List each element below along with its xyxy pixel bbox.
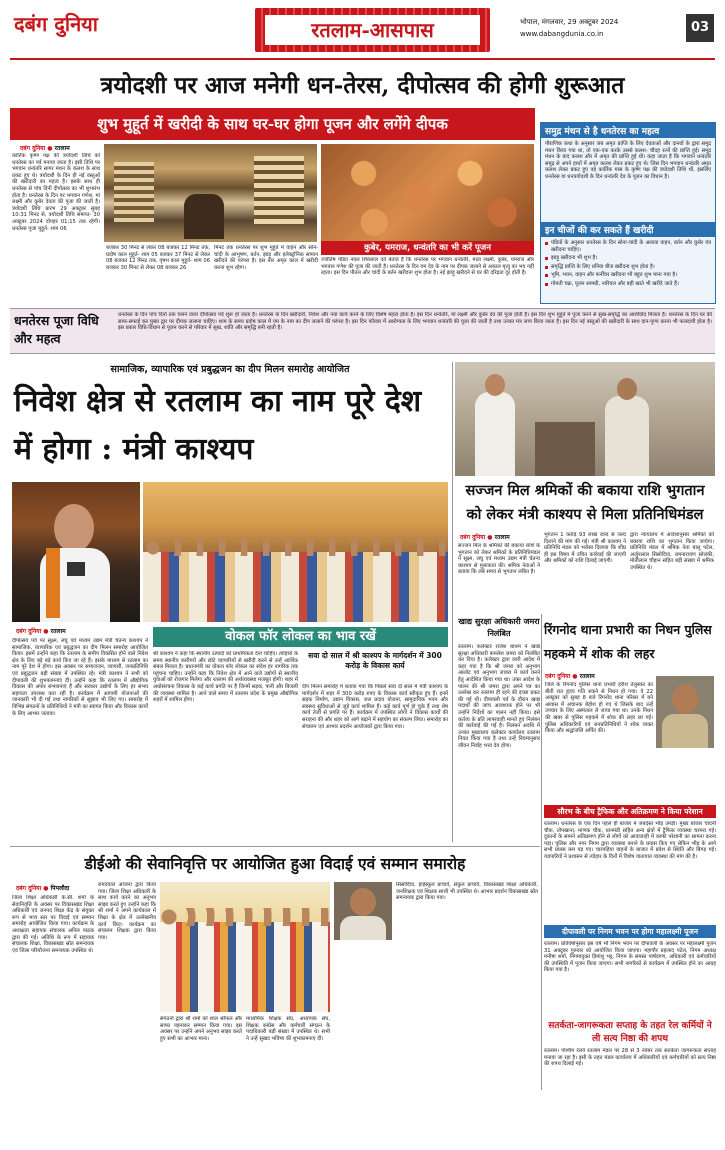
deepawali-title: दीपावली पर निगम भवन पर होगा महालक्ष्मी पूजन: [544, 925, 716, 938]
list-item: गोमती चक्र, पूजन सामग्री, नारियल और बही खाते भी खरीदे जाते हैं।: [545, 281, 711, 288]
deo-text-col2: रामदयाल आंजना द्वारा किया गया। जिला शिक्षा अधिकारी के साथ कार्य करने का अनुभव साझा करते हुए उन्होंने कहा कि श्री शर्मा ने अपने कार्यकाल में शिक्षा के क्षेत्र में उल्लेखनीय कार्य किए। कार्यक्रम का संचालन शिक्षक द्वारा किया गया।: [98, 882, 156, 941]
location-dot-icon: ●: [572, 673, 578, 680]
sajjan-headline: सज्जन मिल श्रमिकों की बकाया राशि भुगतान को लेकर मंत्री काश्यप से मिला प्रतिनिधिमंडल: [465, 482, 705, 523]
website[interactable]: www.dabangdunia.co.in: [520, 30, 604, 38]
khadya-text: रतलाम। कलेक्टर राजेश बाथम ने खाद्य सुरक्षा अधिकारी कमलेश जमरा को निलंबित कर दिया है। कलेक्टर द्वारा जारी आदेश में कहा गया है कि श्री जमरा को अनुभाग आलोट एवं अनुभाग जावरा में कार्य करने हेतु आदेशित किया गया था। उक्त आदेश के पालन की श्री जमरा द्वारा अपने पत्र का उल्लेख कर रतलाम ही रहने की इच्छा प्रकट की गई थी। दीपावली पर्व के दौरान खाद्य पदार्थों की जांच आवश्यक होने पर भी उन्होंने निर्देशों का पालन नहीं किया। इसे कर्तव्य के प्रति लापरवाही मानते हुए निलंबन की कार्रवाई की गई है। निलंबन अवधि में उनका मुख्यालय कलेक्टर कार्यालय रतलाम नियत किया गया है तथा उन्हें नियमानुसार जीवन निर्वाह भत्ता देय होगा।: [458, 644, 540, 749]
sajjan-text-col1: सज्जन मिल के श्रमिकों की बकाया राशि के भुगतान को लेकर श्रमिकों के प्रतिनिधिमंडल ने सूक्ष्म, लघु एवं मध्यम उद्यम मंत्री चेतन्य काश्यप से मुलाकात की। श्रमिक नेताओं ने बताया कि लंबे समय से भुगतान लंबित है।: [458, 543, 540, 576]
list-item: समृद्धि प्राप्ति के लिए धनिया बीज खरीदना शुभ होता है।: [545, 264, 711, 271]
minister-photo: [12, 482, 140, 622]
logo: दबंग दुनिया: [14, 12, 98, 36]
deo-byline: दबंग दुनिया ● पिपलौदा: [16, 885, 70, 892]
traffic-title: सौरभ के बीच ट्रैफिक और अतिक्रमण ने किया परेशान: [544, 805, 716, 818]
things-list: [541, 237, 715, 309]
caption-text: ज्योतिष पंडित नवल शिवलाल दवे बताते हैं कि धनतेरस पर भगवान धन्वंतरि, माता लक्ष्मी, कुबेर, यमराज और भगवान गणेश की पूजा की जाती है। धनतेरस के दिन यम देव के नाम पर दीपक जलाने से अकाल मृत्यु का भय नहीं रहता। इस दिन पीतल और चांदी के बर्तन खरीदना शुभ होता है। नई झाड़ू खरीदने से घर की दरिद्रता दूर होती है।: [321, 257, 534, 277]
lead-text-col2: बजकर 30 मिनट से लेकर 08 बजकर 12 मिनट तक, प्रदोष काल मुहूर्त- शाम 05 बजकर 37 मिनट से लेकर 08 बजकर 12 मिनट तक, वृषभ काल मुहूर्त- शाम 06 बजकर 30 मिनट से लेकर 08 बजकर 26: [106, 245, 210, 271]
kashyap-byline: दबंग दुनिया ● रतलाम: [16, 628, 66, 635]
farewell-photo: [160, 882, 330, 1012]
officer-portrait: [334, 882, 392, 940]
audience-photo: [143, 482, 448, 622]
section-divider: [10, 846, 540, 847]
traffic-text: रतलाम। धनतेरस के एक दिन पहले ही बाजार में जबर्दस्त भीड़ उमड़ी। मुख्य बाजार चांदनी चौक, तोपखाना, माणक चौक, धानमंडी सहित अन्य क्षेत्रों में ट्रैफिक व्यवस्था चरमरा गई। दुकानों के सामने अतिक्रमण होने से लोगों को आवाजाही में काफी परेशानी का सामना करना पड़ा। पुलिस और नगर निगम द्वारा व्यवस्था बनाने के प्रयास किए गए लेकिन भीड़ के आगे सभी प्रयास कम पड़ गए। चारपहिया वाहनों के बाजार में प्रवेश से स्थिति और बिगड़ गई। व्यापारियों ने प्रशासन से त्योहार के दिनों में विशेष यातायात व्यवस्था की मांग की है।: [544, 821, 716, 860]
ringnod-headline: रिंगनोद थाना प्रभारी का निधन पुलिस महकमे में शोक की लहर: [544, 622, 712, 661]
list-item: झाड़ू खरीदना भी शुभ है।: [545, 255, 711, 262]
section-title: रतलाम-आसपास: [265, 15, 480, 45]
page-number: 03: [686, 14, 714, 42]
khadya-title: खाद्य सुरक्षा अधिकारी जमरा निलंबित: [458, 617, 540, 638]
diya-photo: [321, 144, 534, 242]
satarkata-text: रतलाम। पश्चिम रेलवे रतलाम मंडल पर 28 से 3 नवंबर तक सतर्कता जागरूकता सप्ताह मनाया जा रहा है। इसी के तहत मंडल कार्यालय में अधिकारियों एवं कर्मचारियों को सत्य निष्ठा की शपथ दिलाई गई।: [544, 1048, 716, 1068]
location-dot-icon: ●: [43, 885, 49, 892]
shop-photo: [104, 144, 317, 242]
masthead-rule: [10, 58, 715, 60]
lead-text-col1: कार्तिक कृष्ण पक्ष की त्रयोदशी तिथि को धनतेरस का पर्व मनाया जाता है। इसी तिथि पर भगवान धन्वंतरि सागर मंथन के कलश के साथ प्रकट हुए थे। त्रयोदशी के दिन ही नई वस्तुओं की खरीदारी का महत्व है। इसके साथ ही धनतेरस से पांच दिनी दीपोत्सव का भी शुभारंभ होता है। धनतेरस के दिन पर भगवान गणेश, मां लक्ष्मी और कुबेर देवता की पूजा की जाती है। त्रयोदशी तिथि प्रारंभ 29 अक्टूबर सुबह 10:31 मिनट से, त्रयोदशी तिथि समाप्त- 30 अक्टूबर 2024 दोपहर 01:15 तक रहेगी। धनतेरस पूजा मुहूर्त- शाम 06: [12, 153, 100, 232]
masthead: [0, 0, 725, 66]
sajjan-text-col3: द्वारा न्यायालय में आदेशानुसार श्रमिकों को बकाया राशि का भुगतान किया जायेगा। प्रतिनिधि मंडल में श्रमिक नेता बालू पटेल, अर्जुनलाल सिसोदिया, रामनारायण सोलंकी, मोतीलाल चौहान सहित बड़ी संख्या में श्रमिक उपस्थित थे।: [630, 532, 714, 571]
deo-text-col4: माध्यमिक शिक्षक संघ, अध्यापक संघ, शिक्षक कांग्रेस और कर्मचारी संगठन के पदाधिकारी बड़ी संख्या में उपस्थित थे। सभी ने उन्हें सुखद भविष्य की शुभकामनाएं दीं।: [246, 1016, 330, 1042]
photo-caption: कुबेर, यमराज, धन्वंतरि का भी करें पूजन: [321, 241, 534, 255]
location-dot-icon: ●: [43, 628, 49, 635]
deo-text-col1: जिला शिक्षा अधिकारी के.सी. शर्मा के सेवानिवृत्ति के अवसर पर विकासखंड शिक्षा अधिकारी एवं जनपद शिक्षा केंद्र के संयुक्त रूप से भव्य स्तर पर विदाई एवं सम्मान समारोह आयोजित किया गया। कार्यक्रम के अध्यक्षता सहायक संचालक अनिल पाठक द्वारा की गई। अतिथि के रूप में सहायक संचालक शिक्षा, विकासखंड स्रोत समन्वयक एवं जिला परियोजना समन्वयक उपस्थित थे।: [12, 895, 94, 954]
column-divider: [541, 614, 542, 1090]
column-divider: [452, 362, 453, 842]
kashyap-text-col3: दीप मिलन समारोह में बताया गया कि पिछले सवा दो साल में मंत्री काश्यप के मार्गदर्शन में शहर में 300 करोड़ रुपए के विकास कार्य स्वीकृत हुए हैं। इनमें सड़क निर्माण, उद्यान विकास, जल प्रदाय योजना, सामुदायिक भवन और स्वास्थ्य सुविधाओं से जुड़े कार्य शामिल हैं। कई कार्य पूर्ण हो चुके हैं तथा शेष कार्य तेजी से प्रगति पर हैं। कार्यक्रम में उपस्थित लोगों ने विकास कार्यों की सराहना की और शहर को आगे बढ़ाने में सहयोग का संकल्प लिया। समारोह का संचालन एवं आभार प्रदर्शन आयोजकों द्वारा किया गया।: [302, 684, 448, 730]
lead-headline: त्रयोदशी पर आज मनेगी धन-तेरस, दीपोत्सव की होगी शुरूआत: [100, 72, 625, 99]
satarkata-title: सतर्कता-जागरूकता सप्ताह के तहत रेल कर्मियों ने ली सत्य निष्ठा की शपथ: [548, 1021, 712, 1044]
sajjan-text-col2: भुगतान 1 करोड़ 93 लाख जल्द से जल्द दिलाने की मांग की गई। मंत्री श्री काश्यप ने प्रतिनिधि मंडल को भरोसा दिलाया कि शीघ्र ही इस विषय में उचित कार्रवाई की जाएगी और श्रमिकों को राशि दिलाई जाएगी।: [544, 532, 626, 565]
ringnod-text: जिले के रिंगनोद पुलिस थाना प्रभारी हरीश तेलुस्कर का बीती रात हृदय गति रुकने से निधन हो गया। वे 22 अक्टूबर को सुबह 8 बजे रिंगनोद थाना परिसर में बने आवास में अचानक बेहोश हो गए थे जिसके बाद उन्हें उपचार के लिए अस्पताल ले जाया गया था। उनके निधन की खबर से पुलिस महकमे में शोक की लहर छा गई। पुलिस अधिकारियों एवं जनप्रतिनिधियों ने शोक व्यक्त किया और श्रद्धांजलि अर्पित की।: [545, 682, 653, 735]
vocal-banner: वोकल फॉर लोकल का भाव रखें: [153, 627, 448, 647]
vidhi-title: धनतेरस पूजा विधि और महत्व: [14, 313, 99, 346]
sajjan-byline: दबंग दुनिया ● रतलाम: [460, 534, 510, 541]
deo-text-col5: सिसोदिया, हाईस्कूल प्राचार्य, संकुल प्राचार्य, विकासखंड शिक्षा अधिकारी, जनशिक्षक एवं शिक्षक साथी भी उपस्थित थे। आभार प्रदर्शन विकासखंड स्रोत समन्वयक द्वारा किया गया।: [396, 882, 538, 902]
samudra-box: [540, 122, 716, 304]
ringnod-byline: दबंग दुनिया ● रतलाम: [545, 673, 595, 680]
kashyap-text-col2: श्री काश्यप ने कहा कि स्थानीय उत्पादों को प्राथमिकता देना चाहिए। त्योहारों के समय स्थानीय कारीगरों और छोटे व्यापारियों से खरीदी करने से उन्हें आर्थिक संबल मिलता है। प्रधानमंत्री का वोकल फॉर लोकल का संदेश हर नागरिक तक पहुंचना चाहिए। उन्होंने कहा कि निवेश क्षेत्र में आने वाले उद्योगों से स्थानीय युवाओं को रोजगार मिलेगा और रतलाम की अर्थव्यवस्था मजबूत होगी। शहर में अधोसंरचना विकास के कई कार्य प्रगति पर हैं जिनमें सड़क, पानी और बिजली की व्यवस्था शामिल है। आने वाले समय में रतलाम प्रदेश के प्रमुख औद्योगिक शहरों में शामिल होगा।: [153, 651, 298, 704]
samudra-title: समुद्र मंथन से है धनतेरस का महत्व: [541, 123, 715, 138]
kashyap-headline: निवेश क्षेत्र से रतलाम का नाम पूरे देश में होगा : मंत्री काश्यप: [14, 384, 422, 467]
kashyap-subhead: सवा दो साल में श्री काश्यप के मार्गदर्शन में 300 करोड़ के विकास कार्य: [308, 651, 442, 670]
lead-byline: दबंग दुनिया ● रतलाम: [20, 145, 70, 152]
officer-photo: [656, 676, 714, 748]
location-dot-icon: ●: [47, 145, 53, 152]
issue-date: भोपाल, मंगलवार, 29 अक्टूबर 2024: [520, 18, 619, 26]
list-item: पंडितों के अनुसार धनतेरस के दिन सोना-चांदी के अलावा वाहन, बर्तन और कुबेर यंत्र खरीदना चाहिए।: [545, 240, 711, 253]
samudra-text: पौराणिक कथा के अनुसार जब अमृत प्राप्ति के लिए देवताओं और दानवों के द्वारा समुद्र मंथन किया गया था, तो एक-एक करके उससे कलश- चौदह रत्नों की प्राप्ति हुई। समुद्र मंथन के बाद कलश और में अमृत की प्राप्ति हुई थी। कहा जाता है कि भगवान धन्वंतरि समुद्र से अपने हाथों में अमृत कलश लेकर प्रकट हुए थे। जिस दिन भगवान धन्वंतरि अमृत कलश लेकर प्रकट हुए वह कार्तिक मास के कृष्ण पक्ष की त्रयोदशी तिथि थी, इसलिए धनतेरस या धनत्रयोदशी के दिन धन्वंतरि देव के पूजन का विधान है।: [545, 141, 711, 180]
deo-headline: डीईओ की सेवानिवृत्ति पर आयोजित हुआ विदाई एवं सम्मान समारोह: [84, 854, 466, 873]
kashyap-kicker: सामाजिक, व्यापारिक एवं प्रबुद्धजन का दीप मिलन समारोह आयोजित: [110, 364, 350, 375]
lead-text-col3: मिनट तक धनतेरस पर शुभ मुहूर्त में वाहन और सोने-चांदी के आभूषण, बर्तन, झाड़ू और इलेक्ट्रॉनिक सामान खरीदने की परंपरा है। इस बार अमृत काल में खरीदी करना शुभ रहेगा।: [214, 245, 318, 271]
kashyap-text-col1: दीपोत्सव पर्व पर सूक्ष्म, लघु एवं मध्यम उद्यम मंत्री चेतन्य काश्यप ने सामाजिक, व्यापारिक एवं प्रबुद्धजन का दीप मिलन समारोह आयोजित किया। इसमें उन्होंने कहा कि रतलाम के समीप विकसित होने वाले निवेश क्षेत्र के लिए बड़े बड़े कार्य किए जा रहे हैं। इसके माध्यम से रतलाम का नाम पूरे देश में होगा। इस अवसर पर समाजजन, व्यापारी, जनप्रतिनिधि एवं प्रबुद्धजन बड़ी संख्या में उपस्थित रहे। मंत्री काश्यप ने सभी को दीपावली की शुभकामनाएं दीं। उन्होंने कहा कि रतलाम में औद्योगिक विकास की अपार संभावनाएं हैं और सरकार उद्योगों के लिए हर संभव सहायता उपलब्ध करा रही है। कार्यक्रम में आगामी योजनाओं की जानकारी भी दी गई तथा नागरिकों से सुझाव भी लिए गए। समारोह में विभिन्न संगठनों के प्रतिनिधियों ने मंत्री का स्वागत किया और विकास कार्यों के लिए आभार जताया।: [12, 638, 148, 717]
lead-deck: शुभ मुहूर्त में खरीदी के साथ घर-घर होगा पूजन और लगेंगे दीपक: [97, 115, 448, 133]
deepawali-text: रतलाम। प्रतिवर्षानुसार इस वर्ष भी निगम भवन पर दीपावली के अवसर पर महालक्ष्मी पूजन 31 अक्टूबर गुरुवार को आयोजित किया जाएगा। महापौर प्रहलाद पटेल, निगम अध्यक्ष मनीषा शर्मा, निगमायुक्त हिमांशु भट्ट, निगम के समस्त पार्षदगण, अधिकारी एवं कर्मचारियों की उपस्थिति में पूजन किया जाएगा। सभी नागरिकों से कार्यक्रम में उपस्थित होने का आग्रह किया गया है।: [544, 941, 716, 974]
deo-text-col3: संगठनों द्वारा श्री शर्मा को शाल श्रीफल और साफा पहनाकर सम्मान किया गया। इस अवसर पर उन्होंने अपने अनुभव साझा करते हुए सभी का आभार माना।: [160, 1016, 242, 1042]
sajjan-photo: [455, 362, 715, 476]
location-dot-icon: ●: [487, 534, 493, 541]
things-title: इन चीजों की कर सकते हैं खरीदी: [541, 222, 715, 237]
list-item: भूमि, भवन, वाहन और फर्नीचर खरीदना भी बहुत शुभ माना गया है।: [545, 272, 711, 279]
vidhi-text: धनतेरस के दिन पांच दिनों तक चलने वाला दीपोत्सव पर्व शुरू हो जाता है। धनतेरस के दिन खरीदारी, निवेश और नया कार्य करने के लिए विशेष महत्व होता है। इस दिन धन्वंतरि, मां लक्ष्मी और कुबेर देव की पूजा होती है। इस दिन शुभ मुहूर्त में पूजा करने से सुख-समृद्धि का आशीर्वाद मिलता है। धनतेरस के दिन घर की साफ-सफाई कर मुख्य द्वार पर दीपक जलाना चाहिए। शाम के समय प्रदोष काल में यम के नाम का दीप जलाने की परंपरा है। इस दिन परिवार में आरोग्यता के लिए भगवान धन्वंतरि की पूजा की जाती है तथा उनका मंत्र जाप किया जाता है। इस दिन नई वस्तुओं की खरीदारी के साथ दान-पुण्य करना भी फलदायी होता है। इस प्रकार विधि-विधान से पूजन करने से परिवार में सुख, शांति और समृद्धि बनी रहती है।: [118, 312, 712, 332]
